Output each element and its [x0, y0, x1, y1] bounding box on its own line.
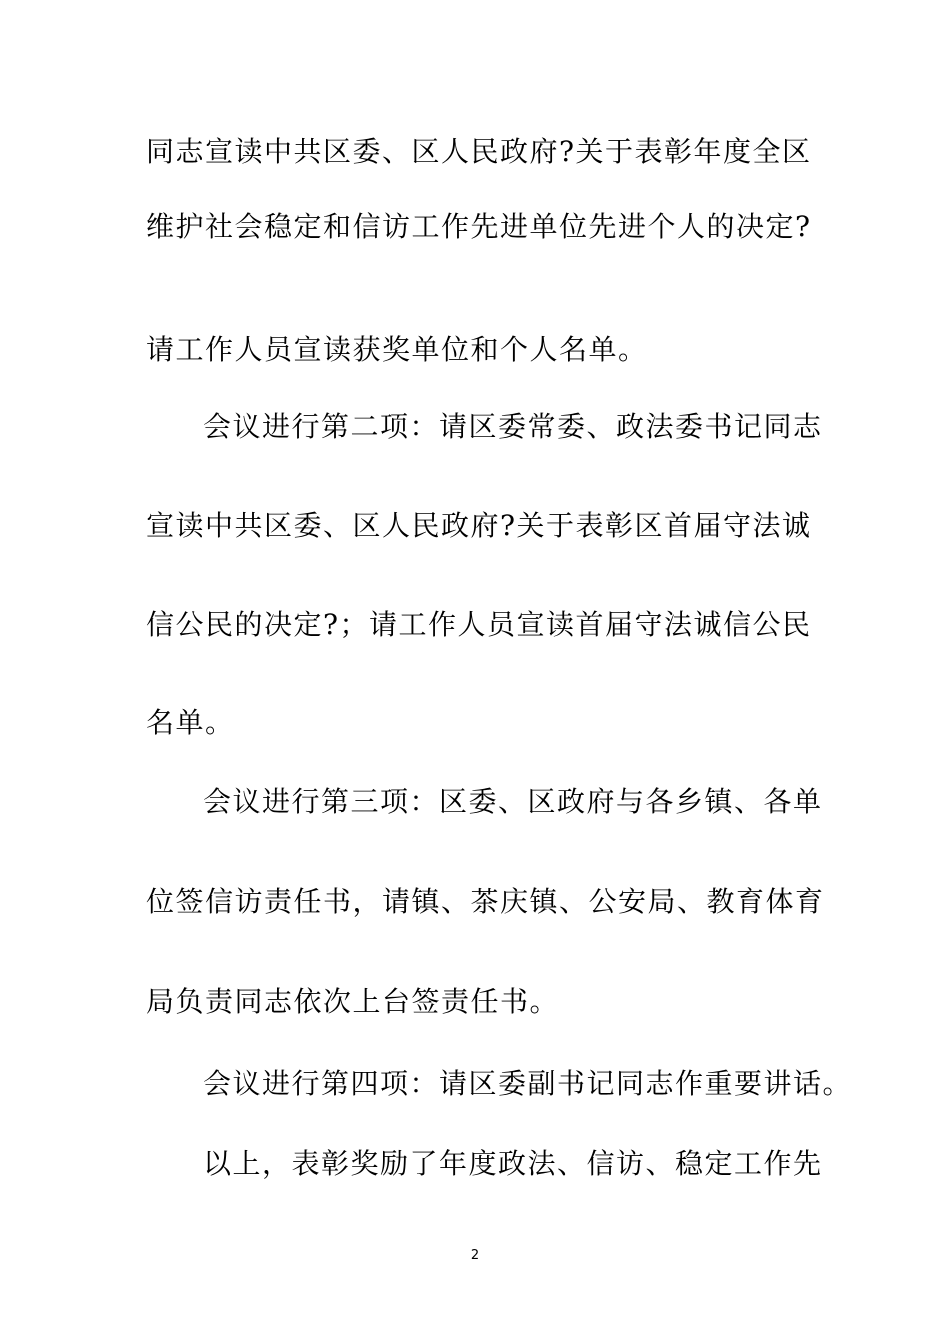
text-line-4: 会议进行第二项：请区委常委、政法委书记同志 [203, 410, 823, 443]
text-line-10: 局负责同志依次上台签责任书。 [146, 985, 560, 1018]
text-line-5: 宣读中共区委、区人民政府?关于表彰区首届守法诚 [146, 509, 812, 542]
text-line-3: 请工作人员宣读获奖单位和个人名单。 [146, 333, 648, 366]
text-line-9: 位签信访责任书，请镇、茶庆镇、公安局、教育体育 [146, 885, 825, 918]
text-line-11: 会议进行第四项：请区委副书记同志作重要讲话。 [203, 1067, 853, 1100]
text-line-6: 信公民的决定?；请工作人员宣读首届守法诚信公民 [146, 608, 812, 641]
text-line-7: 名单。 [146, 706, 235, 739]
text-line-12: 以上，表彰奖励了年度政法、信访、稳定工作先 [203, 1147, 823, 1180]
text-line-1: 同志宣读中共区委、区人民政府?关于表彰年度全区 [146, 135, 812, 168]
page-number: 2 [470, 1248, 480, 1263]
text-line-8: 会议进行第三项：区委、区政府与各乡镇、各单 [203, 785, 823, 818]
text-line-2: 维护社会稳定和信访工作先进单位先进个人的决定? [146, 210, 812, 243]
